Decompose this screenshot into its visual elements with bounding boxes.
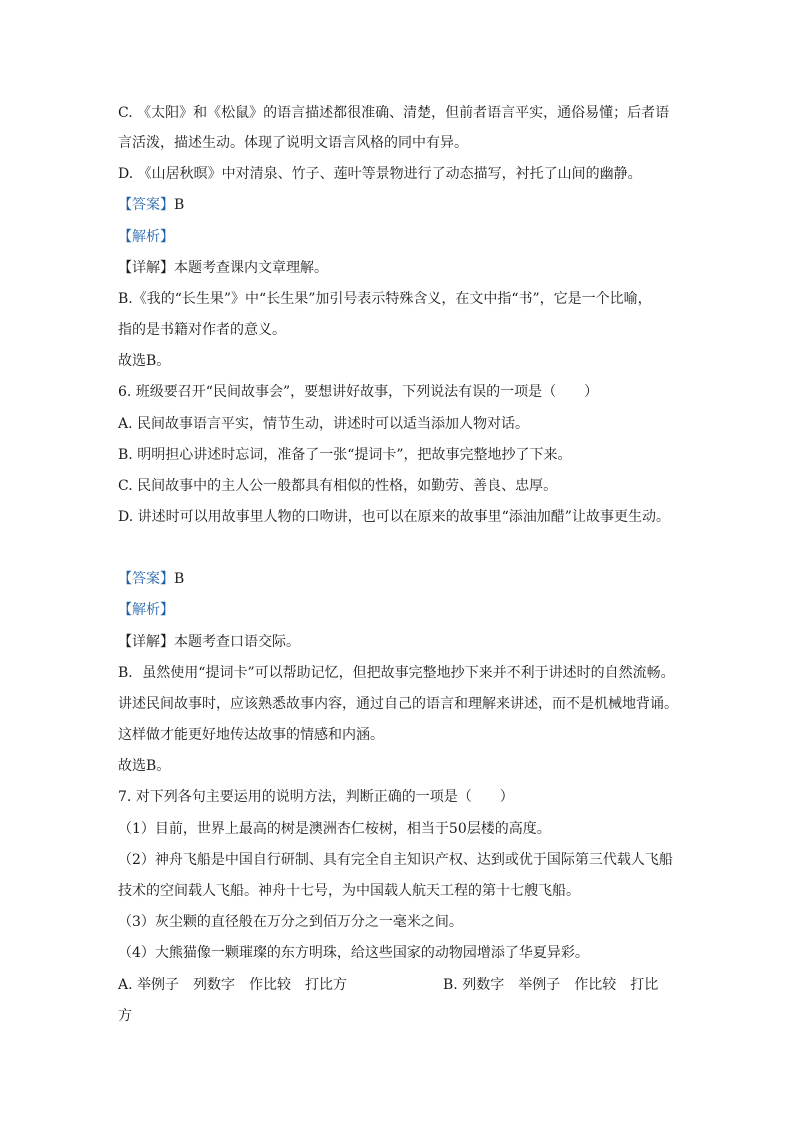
q5-explanation-line1: B.《我的“长生果”》中“长生果”加引号表示特殊含义，在文中指“书”，它是一个比喻， [118, 291, 652, 307]
detail-text: 本题考查课内文章理解。 [174, 260, 328, 276]
q7-option-b-wrap: 方 [118, 1008, 132, 1024]
q6-analysis [118, 600, 174, 620]
q6-detail [118, 632, 300, 652]
detail-text: 本题考查口语交际。 [174, 634, 300, 650]
q7-options-row [118, 975, 347, 995]
q6-explanation-line2: 讲述民间故事时，应该熟悉故事内容，通过自己的语言和理解来讲述，而不是机械地背诵。 [118, 696, 678, 712]
q7-sentence-4: （4）大熊猫像一颗璀璨的东方明珠，给这些国家的动物园增添了华夏异彩。 [118, 945, 589, 961]
q5-answer [118, 195, 184, 215]
q6-stem: 6. 班级要召开“民间故事会”，要想讲好故事，下列说法有误的一项是（ ） [118, 384, 599, 400]
q7-sentence-2-line1: （2）神舟飞船是中国自行研制、具有完全自主知识产权、达到或优于国际第三代载人飞船 [118, 852, 673, 868]
q5-option-c-line1: C. 《太阳》和《松鼠》的语言描述都很准确、清楚，但前者语言平实，通俗易懂；后者语 [118, 105, 670, 121]
q5-explanation-line2: 指的是书籍对作者的意义。 [118, 322, 286, 338]
q5-option-c-line2: 言活泼，描述生动。体现了说明文语言风格的同中有异。 [118, 135, 468, 151]
q7-option-a: A. 举例子 列数字 作比较 打比方 [118, 977, 348, 993]
q7-sentence-1: （1）目前，世界上最高的树是澳洲杏仁桉树，相当于50层楼的高度。 [118, 821, 551, 837]
answer-tag: 【答案】 [118, 197, 174, 213]
q7-stem: 7. 对下列各句主要运用的说明方法，判断正确的一项是（ ） [118, 789, 514, 805]
answer-value: B [174, 197, 185, 213]
detail-tag: 【详解】 [118, 634, 174, 650]
q5-analysis [118, 227, 174, 247]
q6-option-c: C. 民间故事中的主人公一般都具有相似的性格，如勤劳、善良、忠厚。 [118, 478, 558, 494]
q6-explanation-line1: B．虽然使用“提词卡”可以帮助记忆，但把故事完整地抄下来并不利于讲述时的自然流畅。 [118, 665, 675, 681]
q6-explanation-line3: 这样做才能更好地传达故事的情感和内涵。 [118, 727, 384, 743]
q6-option-b: B. 明明担心讲述时忘词，准备了一张“提词卡”，把故事完整地抄了下来。 [118, 447, 572, 463]
q7-sentence-3: （3）灰尘颗的直径般在万分之到佰万分之一毫米之间。 [118, 914, 463, 930]
q5-option-d: D. 《山居秋暝》中对清泉、竹子、莲叶等景物进行了动态描写，衬托了山间的幽静。 [118, 166, 642, 182]
q6-answer [118, 569, 184, 589]
analysis-tag: 【解析】 [118, 602, 174, 618]
q6-option-d: D. 讲述时可以用故事里人物的口吻讲，也可以在原来的故事里“添油加醋”让故事更生动。 [118, 509, 670, 525]
q5-conclusion: 故选B。 [118, 353, 171, 369]
q7-sentence-2-line2: 技术的空间载人飞船。神舟十七号，为中国载人航天工程的第十七艘飞船。 [118, 883, 580, 899]
q6-conclusion: 故选B。 [118, 758, 171, 774]
answer-tag: 【答案】 [118, 571, 174, 587]
q5-detail [118, 258, 328, 278]
q6-option-a: A. 民间故事语言平实，情节生动，讲述时可以适当添加人物对话。 [118, 416, 530, 432]
detail-tag: 【详解】 [118, 260, 174, 276]
q7-option-b: B. 列数字 举例子 作比较 打比 [443, 977, 659, 993]
answer-value: B [174, 571, 185, 587]
analysis-tag: 【解析】 [118, 229, 174, 245]
